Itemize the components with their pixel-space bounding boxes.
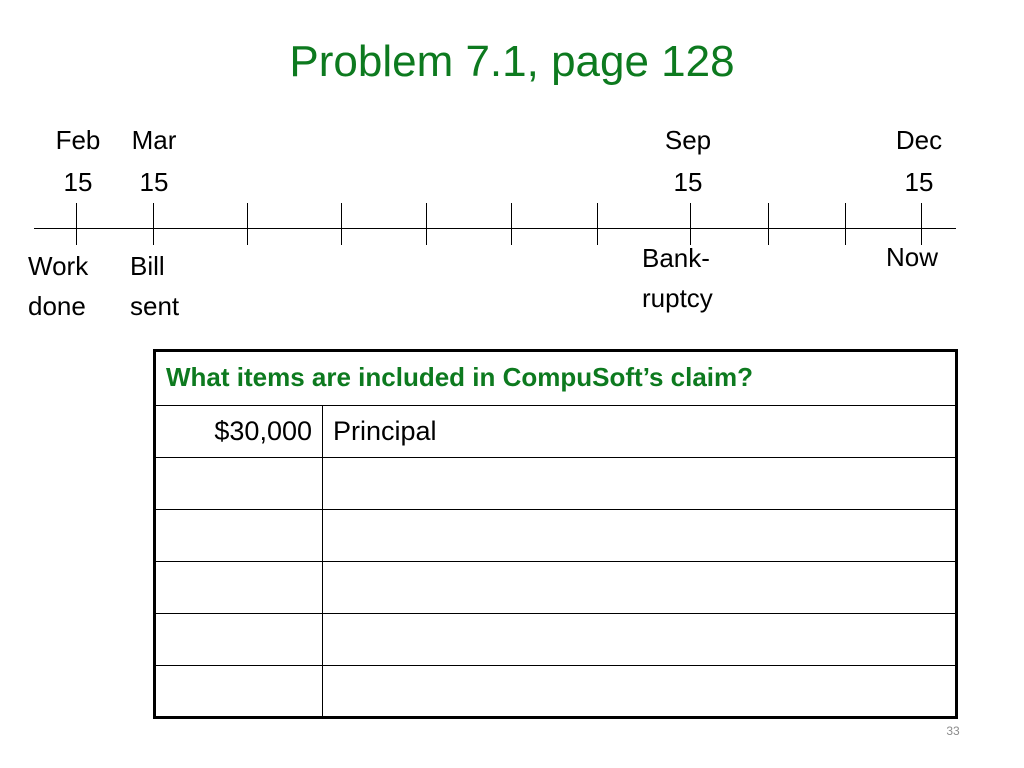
item-cell: [323, 614, 957, 666]
timeline-tick-oct: [768, 203, 769, 245]
event-label-bill-sent: [130, 246, 179, 326]
amount-cell: [155, 510, 323, 562]
table-row: [155, 406, 957, 458]
date-month: Dec: [895, 125, 943, 155]
event-line: done: [28, 291, 86, 321]
table-header-row: [155, 351, 957, 406]
item-cell: [323, 458, 957, 510]
table-row: [155, 458, 957, 510]
date-day: 15: [139, 167, 169, 197]
timeline-tick-jun: [426, 203, 427, 245]
amount-cell: $30,000: [155, 406, 323, 458]
amount-cell: [155, 562, 323, 614]
date-day: 15: [673, 167, 703, 197]
date-month: Feb: [55, 125, 101, 155]
table-row: [155, 562, 957, 614]
date-label-feb-15: [38, 119, 118, 203]
timeline-tick-aug: [597, 203, 598, 245]
table-header: What items are included in CompuSoft’s claim?: [155, 351, 957, 406]
timeline-tick-may: [341, 203, 342, 245]
amount-cell: [155, 614, 323, 666]
timeline-tick-nov: [845, 203, 846, 245]
table-row: [155, 614, 957, 666]
timeline-tick-jul: [511, 203, 512, 245]
event-line: Bill: [130, 251, 165, 281]
item-cell: [323, 510, 957, 562]
amount-cell: [155, 458, 323, 510]
date-month: Mar: [131, 125, 177, 155]
table-row: [155, 510, 957, 562]
timeline-tick-apr: [247, 203, 248, 245]
timeline: [0, 0, 1024, 340]
event-label-now: [886, 237, 938, 277]
claim-table: [153, 349, 958, 719]
event-line: sent: [130, 291, 180, 321]
amount-cell: [155, 666, 323, 718]
slide-title: Problem 7.1, page 128: [289, 37, 735, 86]
date-month: Sep: [664, 125, 712, 155]
table-row: [155, 666, 957, 718]
timeline-tick-feb: [76, 203, 77, 245]
date-day: 15: [904, 167, 934, 197]
event-line: Work: [28, 251, 89, 281]
date-label-sep-15: [648, 119, 728, 203]
item-cell: [323, 666, 957, 718]
date-label-mar-15: [114, 119, 194, 203]
timeline-tick-mar: [153, 203, 154, 245]
item-cell: Principal: [323, 406, 957, 458]
date-day: 15: [63, 167, 93, 197]
item-cell: [323, 562, 957, 614]
event-line: Bank-: [642, 243, 710, 273]
timeline-axis: [34, 228, 956, 229]
event-line: Now: [886, 242, 939, 272]
event-label-work-done: [28, 246, 88, 326]
date-label-dec-15: [879, 119, 959, 203]
event-line: ruptcy: [642, 283, 713, 313]
slide-number: 33: [946, 724, 960, 738]
event-label-bankruptcy: [642, 238, 713, 318]
